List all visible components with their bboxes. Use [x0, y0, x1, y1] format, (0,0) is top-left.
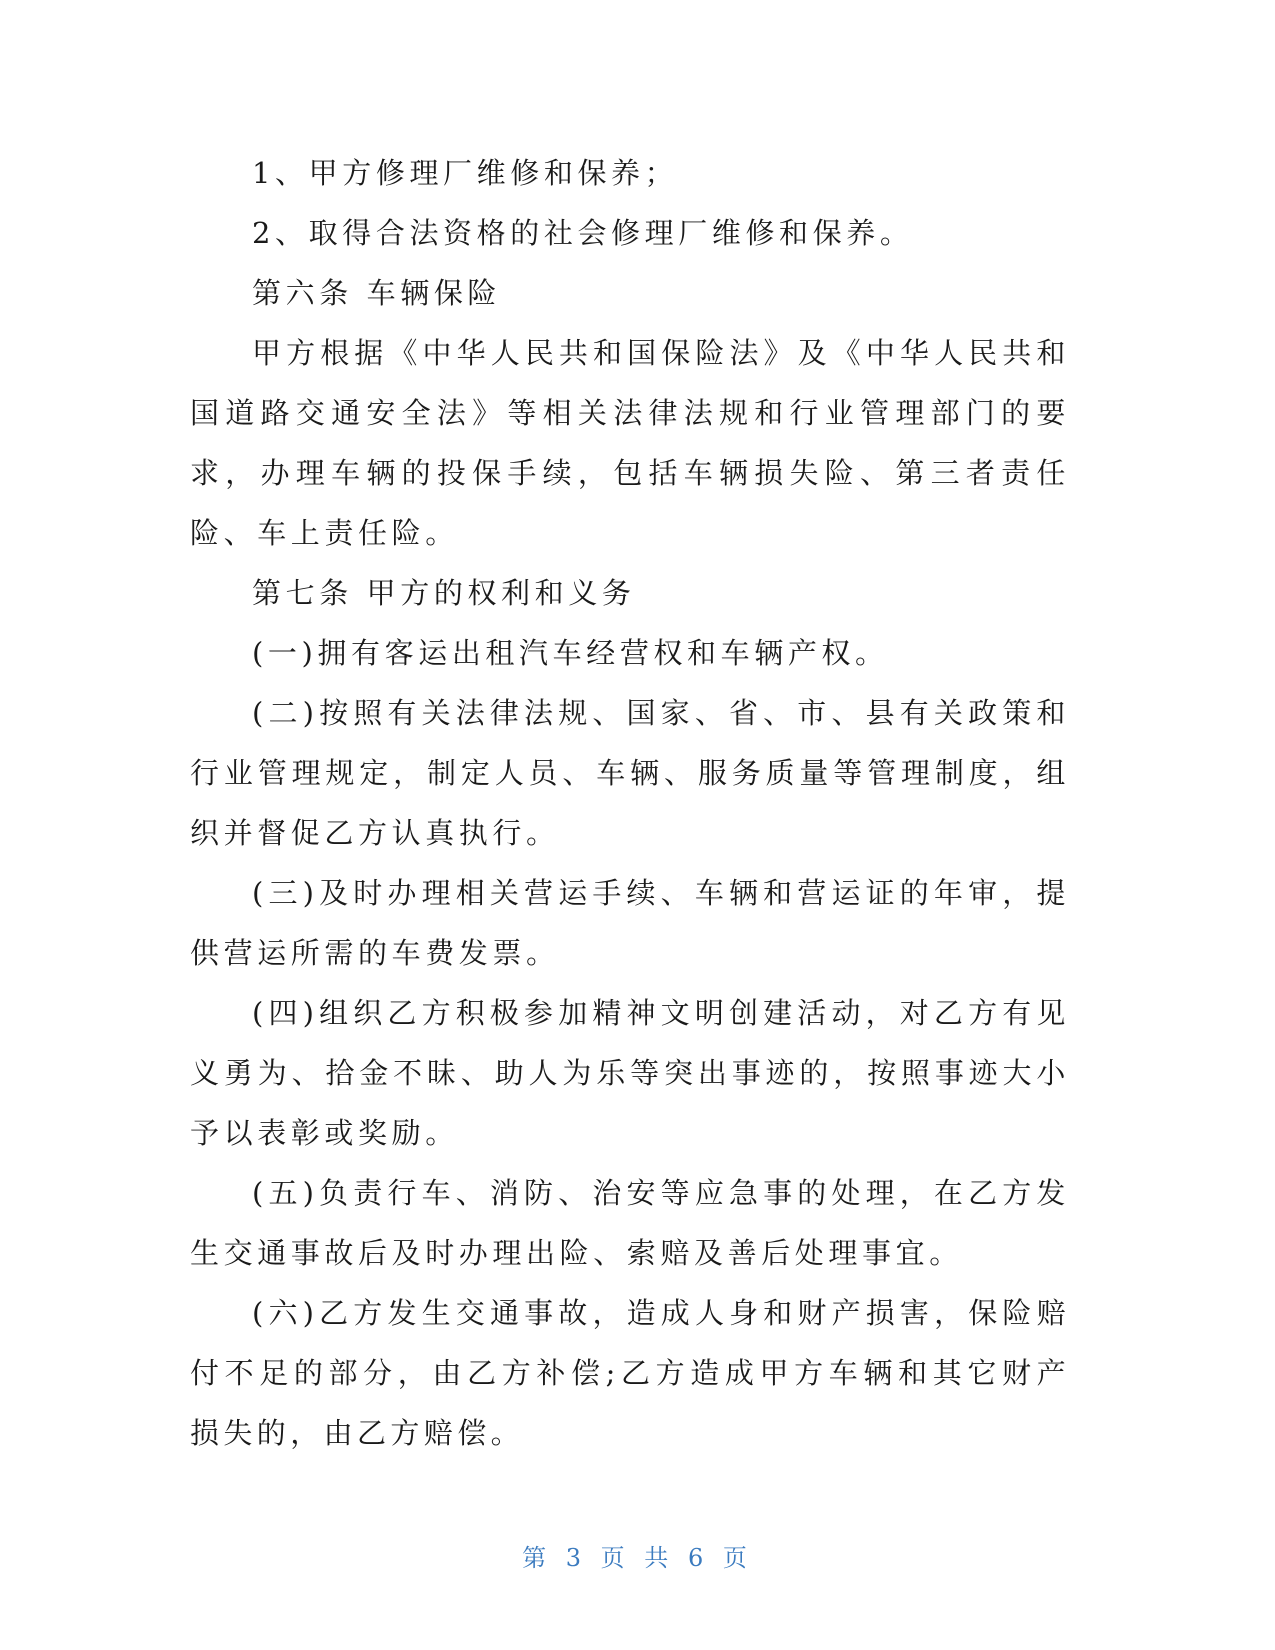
- paragraph-clause-5: (五)负责行车、消防、治安等应急事的处理，在乙方发生交通事故后及时办理出险、索赔及善后处理事宜。: [190, 1176, 1070, 1270]
- document-body: [190, 143, 1070, 1463]
- paragraph-clause-6: (六)乙方发生交通事故，造成人身和财产损害，保险赔付不足的部分，由乙方补偿;乙方造成甲方车辆和其它财产损失的，由乙方赔偿。: [190, 1296, 1070, 1450]
- paragraph-clause-3: (三)及时办理相关营运手续、车辆和营运证的年审，提供营运所需的车费发票。: [190, 876, 1070, 970]
- paragraph-insurance: 甲方根据《中华人民共和国保险法》及《中华人民共和国道路交通安全法》等相关法律法规和行业管理部门的要求，办理车辆的投保手续，包括车辆损失险、第三者责任险、车上责任险。: [190, 336, 1070, 550]
- page-number-footer: 第 3 页 共 6 页: [522, 1544, 753, 1572]
- section-heading-article-6: 第六条 车辆保险: [252, 276, 502, 310]
- paragraph-clause-4: (四)组织乙方积极参加精神文明创建活动，对乙方有见义勇为、拾金不昧、助人为乐等突出事迹的，按照事迹大小予以表彰或奖励。: [190, 996, 1070, 1150]
- paragraph-item-1: 1、甲方修理厂维修和保养；: [252, 156, 679, 190]
- section-heading-article-7: 第七条 甲方的权利和义务: [252, 576, 636, 610]
- paragraph-clause-1: (一)拥有客运出租汽车经营权和车辆产权。: [252, 636, 889, 670]
- paragraph-clause-2: (二)按照有关法律法规、国家、省、市、县有关政策和行业管理规定，制定人员、车辆、服务质量等管理制度，组织并督促乙方认真执行。: [190, 696, 1070, 850]
- paragraph-item-2: 2、取得合法资格的社会修理厂维修和保养。: [252, 216, 914, 250]
